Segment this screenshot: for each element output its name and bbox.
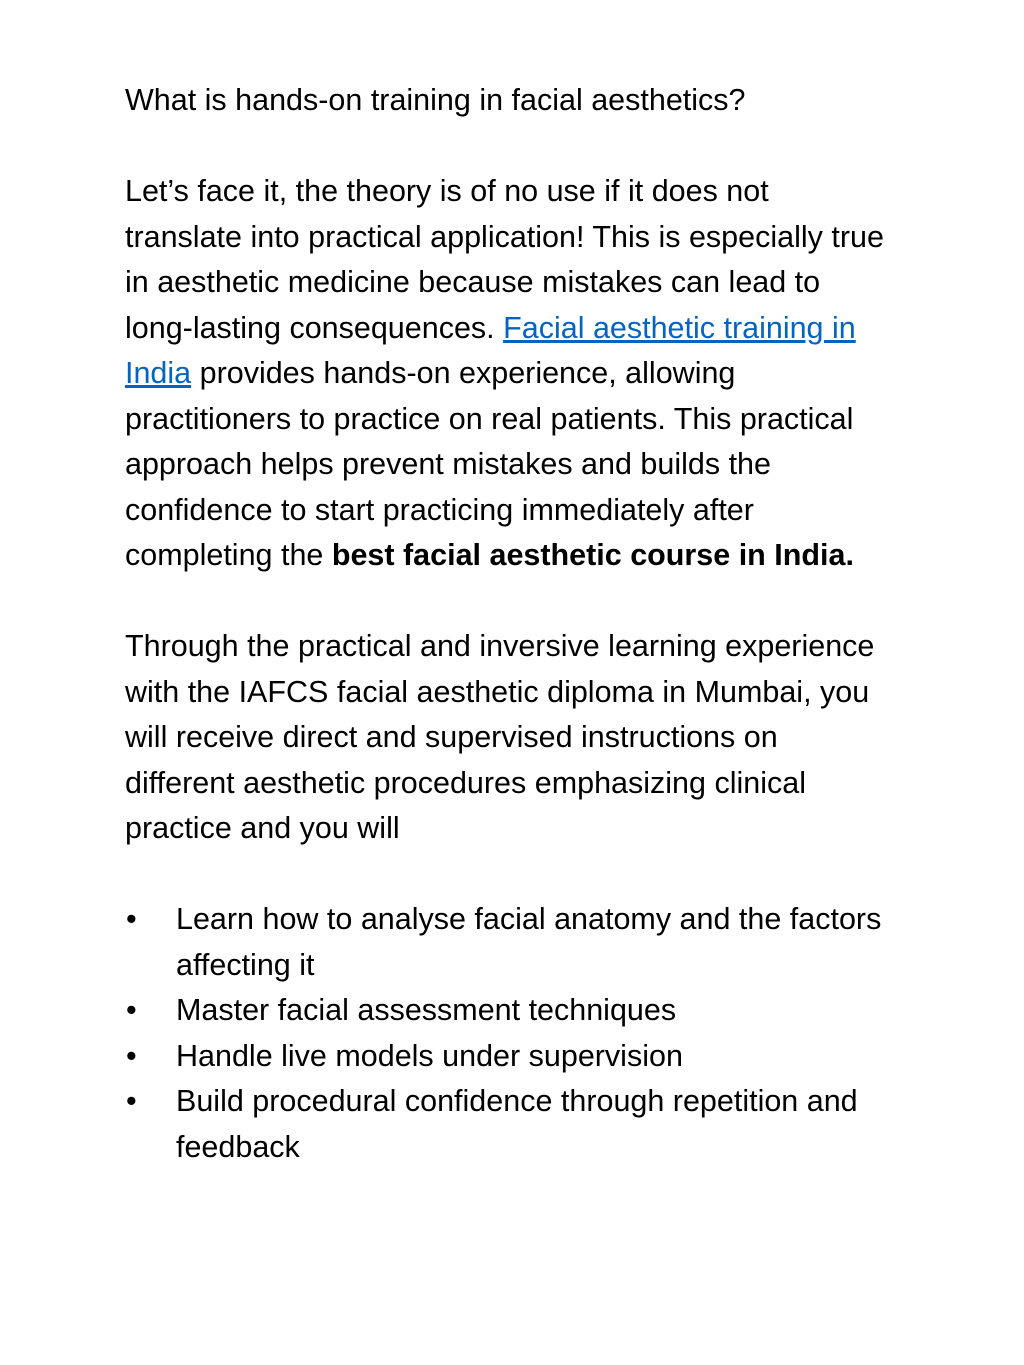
- list-item: [125, 988, 885, 1034]
- intro-text: Let’s face it, the theory is of no use if it does not translate into practical application! This is especially true in aesthetic medicine because mistakes can lead to long-lasting consequences.: [125, 174, 884, 345]
- bullet-icon: •: [126, 993, 137, 1027]
- list-item: [125, 1034, 885, 1080]
- course-name-bold: best facial aesthetic course in India.: [331, 538, 854, 572]
- intro-text-continued: provides hands-on experience, allowing practitioners to practice on real patients. This practical approach helps prevent mistakes and builds the confidence to start practicing immediately after completing the: [125, 356, 854, 572]
- page-heading: What is hands-on training in facial aesthetics?: [125, 83, 746, 117]
- bullet-icon: •: [126, 1084, 137, 1118]
- bullet-icon: •: [126, 1038, 137, 1073]
- list-item: [125, 897, 885, 988]
- list-item-text: Master facial assessment techniques: [176, 993, 677, 1027]
- bullet-icon: •: [126, 902, 137, 936]
- list-item-text: Build procedural confidence through repetition and feedback: [176, 1084, 858, 1164]
- diploma-paragraph: Through the practical and inversive learning experience with the IAFCS facial aesthetic diploma in Mumbai, you will receive direct and supervised instructions on different aesthetic procedures emphasizing clinical practice and you will: [125, 629, 875, 845]
- facial-aesthetic-training-link[interactable]: Facial aesthetic training in India: [125, 310, 856, 390]
- intro-paragraph: [125, 169, 885, 579]
- list-item-text: Learn how to analyse facial anatomy and the factors affecting it: [176, 902, 882, 982]
- list-item-text: Handle live models under supervision: [176, 1038, 683, 1073]
- list-item: [125, 1079, 885, 1170]
- document-page: [125, 78, 885, 1170]
- learning-outcomes-list: [125, 897, 885, 1170]
